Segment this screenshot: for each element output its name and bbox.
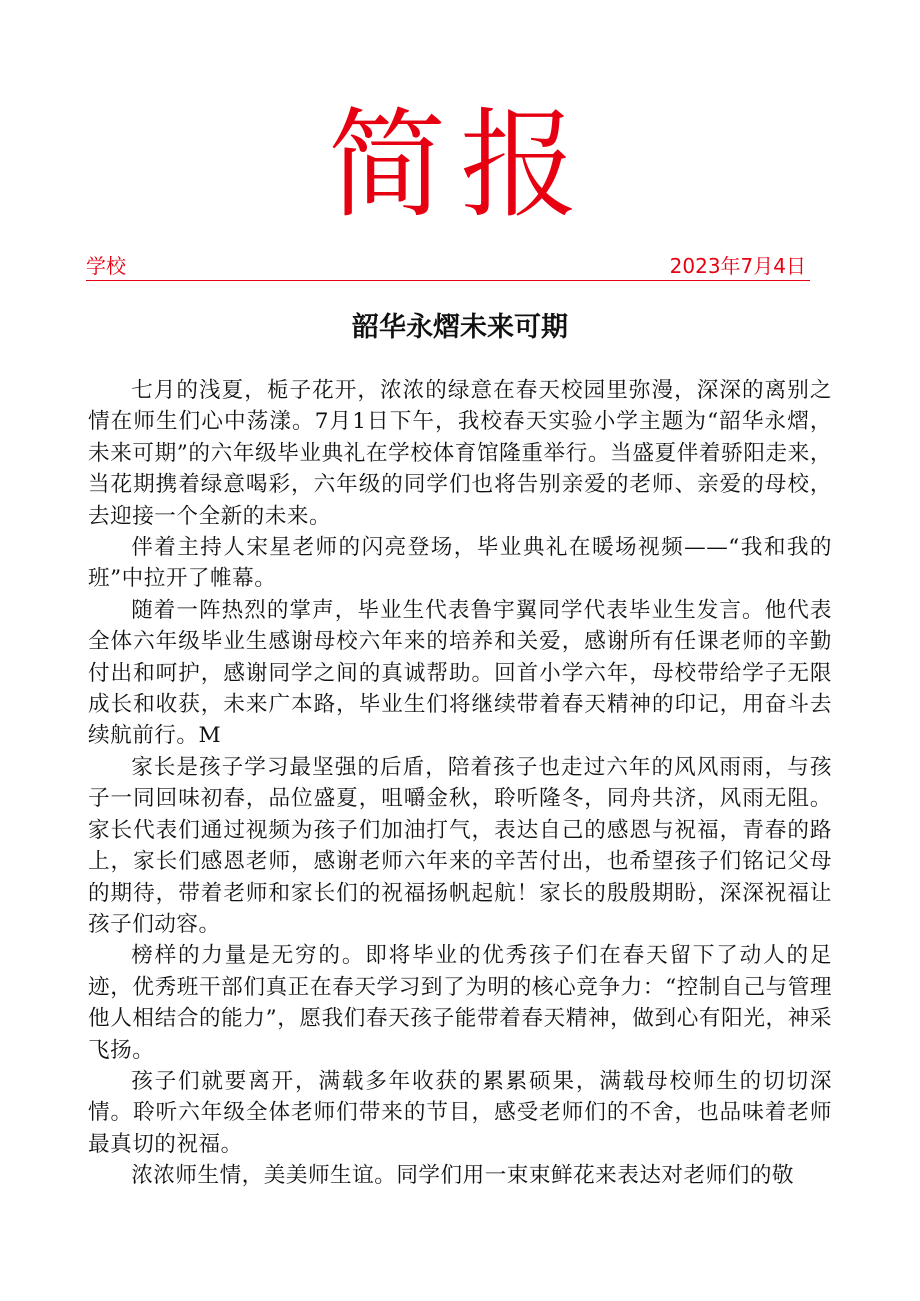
article-paragraph: 浓浓师生情，美美师生谊。同学们用一束束鲜花来表达对老师们的敬 (131, 1163, 795, 1189)
article-paragraph: 随着一阵热烈的掌声，毕业生代表鲁宇翼同学代表毕业生发言。他代表全体六年级毕业生感谢母校六年来的培养和关爱，感谢所有任课老师的辛勤付出和呵护，感谢同学之间的真诚帮助。回首小学六年，母校带给学子无限成长和收获，未来广本路，毕业生们将继续带着春天精神的印记，用奋斗去续航前行。M (88, 597, 832, 749)
masthead-info-line (86, 252, 810, 281)
article-body (88, 375, 832, 1192)
article-title: 韶华永熠未来可期 (352, 312, 568, 343)
article-paragraph: 家长是孩子学习最坚强的后盾，陪着孩子也走过六年的风风雨雨，与孩子一同回味初春，品位盛夏，咀嚼金秋，聆听隆冬，同舟共济，风雨无阻。家长代表们通过视频为孩子们加油打气，表达自己的感恩与祝福，青春的路上，家长们感恩老师，感谢老师六年来的辛苦付出，也希望孩子们铭记父母的期待，带着老师和家长们的祝福扬帆起航！家长的殷殷期盼，深深祝福让孩子们动容。 (88, 754, 832, 937)
school-label: 学校 (86, 254, 126, 278)
article-paragraph: 榜样的力量是无穷的。即将毕业的优秀孩子们在春天留下了动人的足迹，优秀班干部们真正在春天学习到了为明的核心竞争力：“控制自己与管理他人相结合的能力”，愿我们春天孩子能带着春天精神，做到心有阳光，神采飞扬。 (88, 943, 832, 1063)
masthead-title: 简报 (327, 96, 592, 234)
article-paragraph: 孩子们就要离开，满载多年收获的累累硕果，满载母校师生的切切深情。聆听六年级全体老师们带来的节目，感受老师们的不舍，也品味着老师最真切的祝福。 (88, 1068, 832, 1157)
issue-date: 2023年7月4日 (669, 254, 806, 278)
article-paragraph: 七月的浅夏，栀子花开，浓浓的绿意在春天校园里弥漫，深深的离别之情在师生们心中荡漾。7月1日下午，我校春天实验小学主题为“韶华永熠，未来可期”的六年级毕业典礼在学校体育馆隆重举行。当盛夏伴着骄阳走来，当花期携着绿意喝彩，六年级的同学们也将告别亲爱的老师、亲爱的母校，去迎接一个全新的未来。 (88, 378, 832, 529)
article-paragraph: 伴着主持人宋星老师的闪亮登场，毕业典礼在暖场视频——“我和我的班”中拉开了帷幕。 (88, 535, 832, 592)
